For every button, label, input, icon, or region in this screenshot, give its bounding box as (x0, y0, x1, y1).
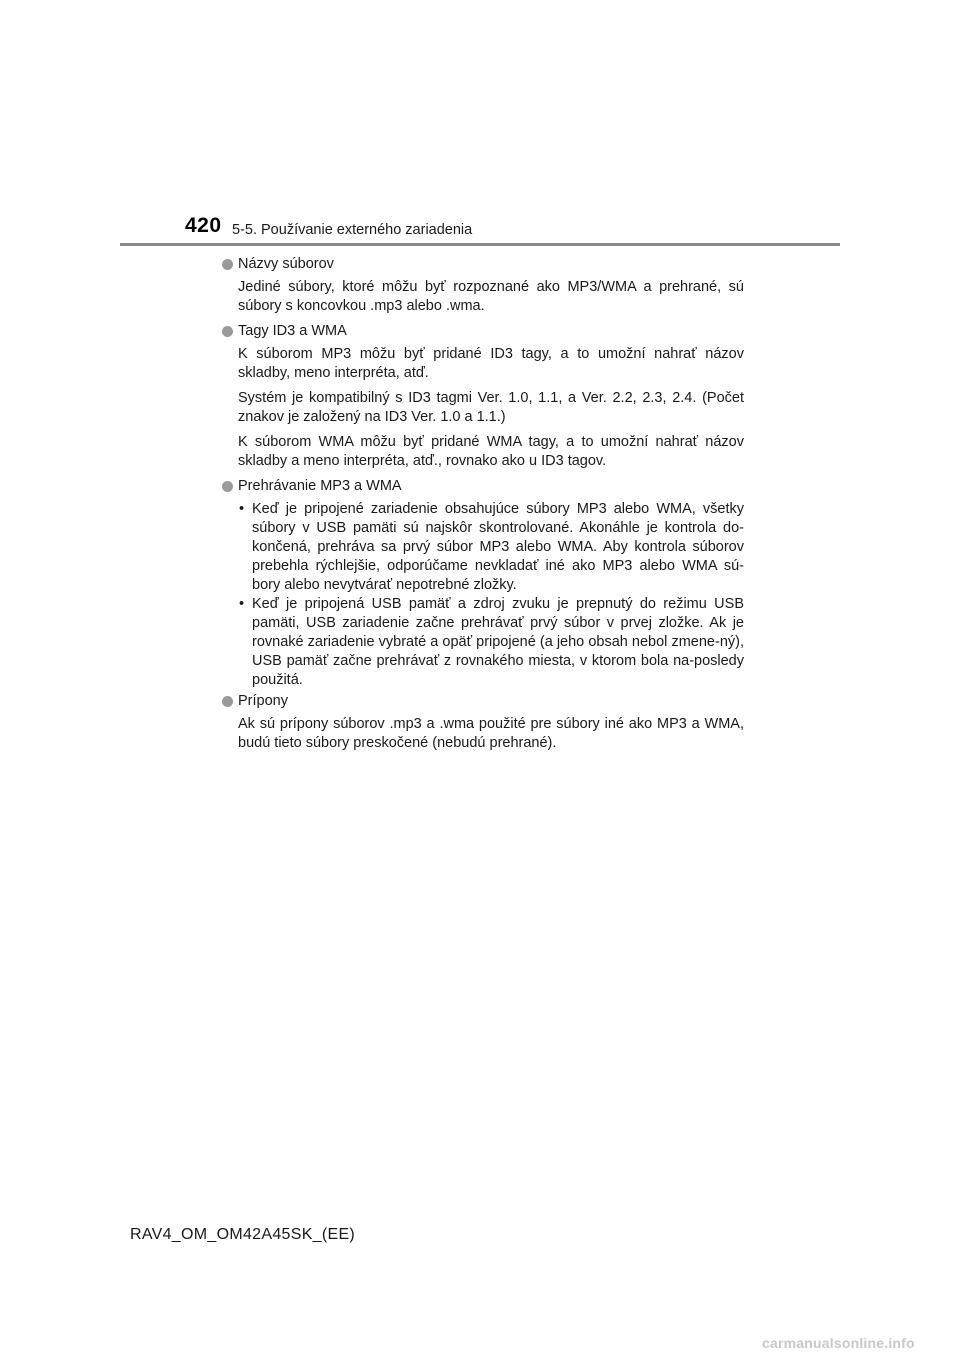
list-item (238, 595, 744, 690)
section-heading-text: Prehrávanie MP3 a WMA (238, 478, 402, 494)
section-heading-pripony (222, 692, 744, 711)
paragraph: K súborom MP3 môžu byť pridané ID3 tagy, a to umožní nahrať názov skladby, meno interpréta, atď. (238, 346, 744, 381)
bullet-dot-icon (222, 326, 233, 337)
bullet-dot-icon (222, 696, 233, 707)
page-content (222, 253, 744, 759)
section-heading-tagy (222, 322, 744, 341)
section-heading-prehravanie (222, 477, 744, 496)
paragraph: Ak sú prípony súborov .mp3 a .wma použité pre súbory iné ako MP3 a WMA, budú tieto súbory preskočené (nebudú prehrané). (238, 716, 744, 751)
list-marker: • (239, 501, 245, 517)
section-title: 5-5. Používanie externého zariadenia (232, 222, 473, 238)
section-heading-text: Názvy súborov (238, 256, 334, 272)
paragraph: Jediné súbory, ktoré môžu byť rozpoznané ako MP3/WMA a prehrané, sú súbory s koncovkou .mp3 alebo .wma. (238, 279, 744, 314)
list-marker: • (239, 596, 245, 612)
bullet-list (238, 500, 744, 690)
list-item (238, 500, 744, 595)
paragraph: K súborom WMA môžu byť pridané WMA tagy, a to umožní nahrať názov skladby a meno interpréta, atď., rovnako ako u ID3 tagov. (238, 434, 744, 469)
header-divider (120, 243, 840, 246)
list-item-text: Keď je pripojené zariadenie obsahujúce súbory MP3 alebo WMA, všetky súbory v USB pamäti sú najskôr skontrolované. Akonáhle je kontrola do-končená, prehráva sa prvý súbor MP3 alebo WMA. Aby kontrola súborov prebehla rýchlejšie, odporúčame nevkladať iné ako MP3 alebo WMA sú-bory alebo nevytvárať nepotrebné zložky. (252, 501, 744, 593)
section-heading-text: Prípony (238, 693, 288, 709)
watermark: carmanualsonline.info (762, 1335, 915, 1351)
document-code: RAV4_OM_OM42A45SK_(EE) (130, 1226, 356, 1243)
section-heading-text: Tagy ID3 a WMA (238, 323, 347, 339)
bullet-dot-icon (222, 481, 233, 492)
bullet-dot-icon (222, 259, 233, 270)
list-item-text: Keď je pripojená USB pamäť a zdroj zvuku je prepnutý do režimu USB pamäti, USB zariadenie začne prehrávať prvý súbor v prvej zložke. Ak je rovnaké zariadenie vybraté a opäť pripojené (a jeho obsah nebol zmene-ný), USB pamäť začne prehrávať z rovnakého miesta, v ktorom bola na-posledy použitá. (252, 596, 744, 688)
page-number: 420 (185, 214, 222, 237)
paragraph: Systém je kompatibilný s ID3 tagmi Ver. 1.0, 1.1, a Ver. 2.2, 2.3, 2.4. (Počet znakov je založený na ID3 Ver. 1.0 a 1.1.) (238, 390, 744, 425)
section-heading-nazvy-suborov (222, 255, 744, 274)
